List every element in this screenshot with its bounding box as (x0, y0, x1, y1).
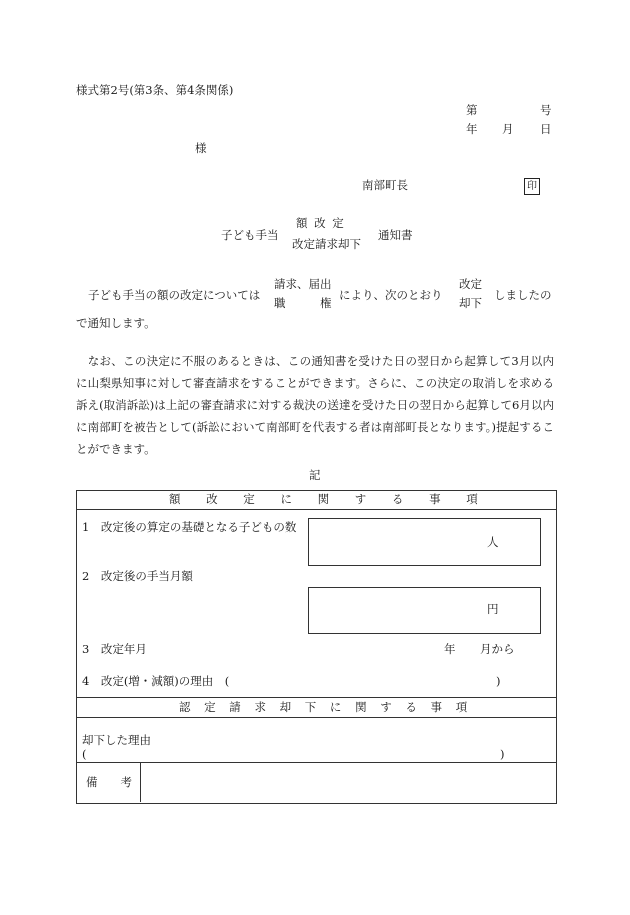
monthly-amount-box[interactable] (308, 587, 541, 634)
section2-header: 認 定 請 求 却 下 に 関 す る 事 項 (179, 700, 468, 714)
date-day: 日 (540, 122, 552, 136)
title-option-revision: 額 改 定 (296, 216, 344, 230)
children-unit: 人 (487, 535, 499, 549)
amount-unit: 円 (487, 602, 499, 616)
p1-part3: しましたの (494, 288, 552, 302)
p1-line2: で通知します。 (76, 316, 156, 330)
number-suffix: 号 (540, 103, 552, 117)
date-month: 月 (502, 122, 514, 136)
item3-label: 3 改定年月 (82, 642, 147, 656)
p1-choice-rejected: 却下 (459, 296, 482, 310)
form-label: 様式第2号(第3条、第4条関係) (76, 83, 234, 97)
issuer-name: 南部町長 (362, 178, 408, 192)
reject-open-paren: ( (82, 747, 87, 761)
section1-header: 額 改 定 に 関 す る 事 項 (169, 492, 478, 506)
divider (76, 509, 556, 510)
p1-choice-request: 請求、届出 (274, 277, 332, 291)
addressee-suffix: 様 (195, 141, 207, 155)
title-option-rejection: 改定請求却下 (292, 237, 361, 251)
item1-label: 1 改定後の算定の基礎となる子どもの数 (82, 520, 297, 534)
p1-choice-revised: 改定 (459, 277, 482, 291)
children-count-box[interactable] (308, 518, 541, 566)
number-prefix: 第 (466, 103, 478, 117)
seal-mark: 印 (524, 178, 540, 195)
item4-close: ) (496, 674, 501, 688)
title-prefix: 子ども手当 (221, 228, 279, 242)
remarks-label: 備 考 (86, 775, 132, 789)
remarks-divider (140, 762, 141, 802)
p1-choice-authority: 職 権 (274, 296, 332, 310)
divider (76, 717, 556, 718)
p1-part1: 子ども手当の額の改定については (88, 288, 261, 302)
divider (76, 697, 556, 698)
item3-month: 月から (480, 642, 515, 656)
reject-reason-label: 却下した理由 (82, 733, 151, 747)
item4-label: 4 改定(増・減額)の理由 ( (82, 674, 230, 688)
ki-heading: 記 (309, 468, 321, 482)
reject-close-paren: ) (500, 747, 505, 761)
item3-year: 年 (444, 642, 456, 656)
divider (76, 762, 556, 763)
p1-part2: により、次のとおり (339, 288, 443, 302)
title-suffix: 通知書 (378, 228, 413, 242)
date-year: 年 (466, 122, 478, 136)
item2-label: 2 改定後の手当月額 (82, 569, 193, 583)
appeal-notice: なお、この決定に不服のあるときは、この通知書を受けた日の翌日から起算して3月以内に山梨県知事に対して審査請求をすることができます。さらに、この決定の取消しを求める訴え(取消訴訟)は上記の審査請求に対する裁決の送達を受けた日の翌日から起算して6月以内に南部町を被告として(訴訟において南部町を代表する者は南部町長となります。)提起することができます。 (76, 354, 554, 456)
